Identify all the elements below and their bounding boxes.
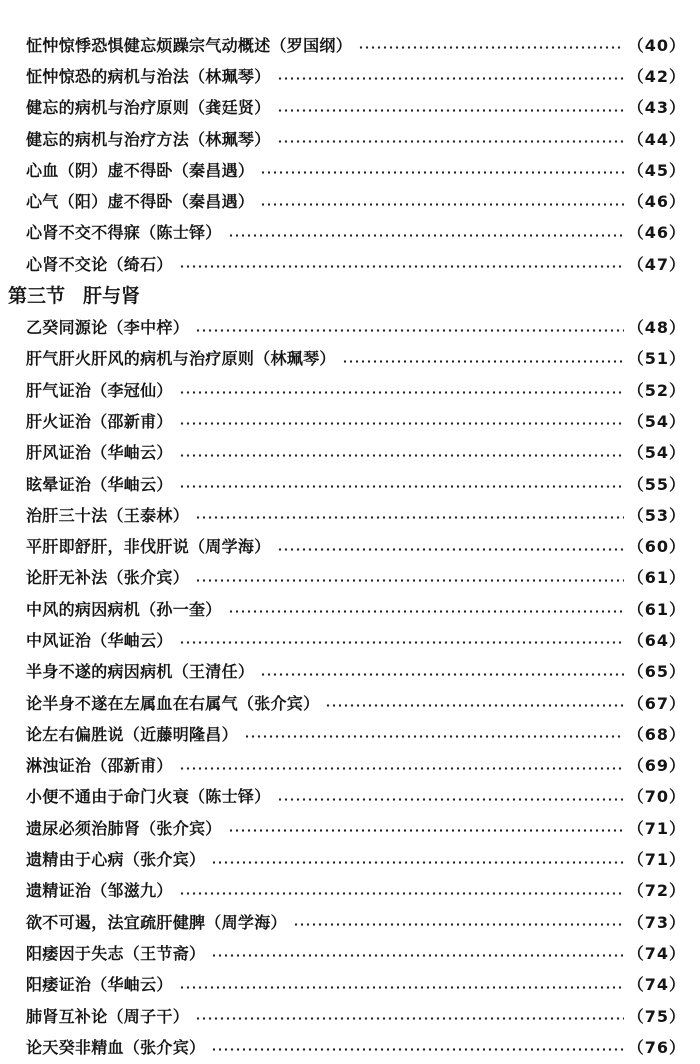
toc-entry-title: 肝气证治（李冠仙） bbox=[26, 380, 173, 400]
dot-leader bbox=[195, 516, 624, 519]
toc-entry-title: 中风证治（华岫云） bbox=[26, 630, 173, 650]
dot-leader bbox=[277, 109, 624, 112]
dot-leader bbox=[195, 579, 624, 582]
toc-entry-page-number: （54） bbox=[627, 411, 686, 431]
toc-entry-title: 论左右偏胜说（近藤明隆昌） bbox=[26, 724, 238, 744]
toc-entry-title: 怔忡惊悸恐惧健忘烦躁宗气动概述（罗国纲） bbox=[26, 35, 353, 55]
toc-entry-page-number: （71） bbox=[627, 818, 686, 838]
toc-entry[interactable] bbox=[0, 688, 700, 719]
toc-entry[interactable] bbox=[0, 218, 700, 249]
toc-entry-page-number: （64） bbox=[627, 630, 686, 650]
toc-entry-page-number: （72） bbox=[627, 881, 686, 901]
dot-leader bbox=[211, 954, 623, 957]
dot-leader bbox=[228, 610, 624, 613]
toc-entry-title: 乙癸同源论（李中梓） bbox=[26, 318, 190, 338]
toc-entry-page-number: （70） bbox=[627, 787, 686, 807]
dot-leader bbox=[179, 767, 624, 770]
toc-entry[interactable] bbox=[0, 531, 700, 562]
section-heading bbox=[0, 280, 700, 312]
toc-entry-title: 肺肾互补论（周子干） bbox=[26, 1006, 190, 1026]
toc-group-2 bbox=[0, 312, 700, 1063]
toc-entry[interactable] bbox=[0, 500, 700, 531]
toc-entry-title: 论天癸非精血（张介宾） bbox=[26, 1037, 206, 1057]
toc-entry[interactable] bbox=[0, 30, 700, 61]
toc-entry-page-number: （52） bbox=[627, 380, 686, 400]
toc-entry-title: 欲不可遏，法宜疏肝健脾（周学海） bbox=[26, 912, 287, 932]
toc-entry-page-number: （67） bbox=[627, 693, 686, 713]
toc-entry-title: 心肾不交论（绮石） bbox=[26, 254, 173, 274]
toc-entry-page-number: （69） bbox=[627, 756, 686, 776]
toc-entry-page-number: （76） bbox=[627, 1037, 686, 1057]
toc-entry[interactable] bbox=[0, 406, 700, 437]
toc-entry-title: 怔忡惊恐的病机与治法（林珮琴） bbox=[26, 66, 271, 86]
toc-entry-page-number: （73） bbox=[627, 912, 686, 932]
toc-entry[interactable] bbox=[0, 375, 700, 406]
toc-entry-title: 心肾不交不得寐（陈士铎） bbox=[26, 223, 222, 243]
toc-entry-page-number: （46） bbox=[627, 192, 686, 212]
dot-leader bbox=[358, 46, 624, 49]
toc-entry-page-number: （60） bbox=[627, 537, 686, 557]
toc-entry[interactable] bbox=[0, 813, 700, 844]
section-title: 肝与肾 bbox=[83, 284, 141, 307]
toc-entry[interactable] bbox=[0, 970, 700, 1001]
toc-entry[interactable] bbox=[0, 249, 700, 280]
toc-entry[interactable] bbox=[0, 782, 700, 813]
toc-entry[interactable] bbox=[0, 93, 700, 124]
toc-entry-page-number: （45） bbox=[627, 160, 686, 180]
toc-entry[interactable] bbox=[0, 469, 700, 500]
toc-entry-page-number: （53） bbox=[627, 505, 686, 525]
toc-entry[interactable] bbox=[0, 563, 700, 594]
toc-entry-title: 淋浊证治（邵新甫） bbox=[26, 756, 173, 776]
toc-entry-title: 中风的病因病机（孙一奎） bbox=[26, 599, 222, 619]
toc-entry-title: 治肝三十法（王泰林） bbox=[26, 505, 190, 525]
toc-entry-page-number: （68） bbox=[627, 724, 686, 744]
toc-entry-page-number: （47） bbox=[627, 254, 686, 274]
dot-leader bbox=[260, 171, 624, 174]
toc-entry[interactable] bbox=[0, 844, 700, 875]
toc-entry[interactable] bbox=[0, 938, 700, 969]
toc-entry[interactable] bbox=[0, 438, 700, 469]
dot-leader bbox=[211, 861, 623, 864]
toc-entry-page-number: （65） bbox=[627, 662, 686, 682]
section-number: 第三节 bbox=[8, 284, 66, 307]
toc-entry-title: 遗精由于心病（张介宾） bbox=[26, 850, 206, 870]
toc-entry-title: 眩晕证治（华岫云） bbox=[26, 474, 173, 494]
toc-entry-title: 小便不通由于命门火衰（陈士铎） bbox=[26, 787, 271, 807]
dot-leader bbox=[179, 422, 624, 425]
toc-entry-page-number: （42） bbox=[627, 66, 686, 86]
toc-entry-title: 肝气肝火肝风的病机与治疗原则（林珮琴） bbox=[26, 349, 336, 369]
toc-entry-page-number: （48） bbox=[627, 318, 686, 338]
toc-group-1 bbox=[0, 30, 700, 280]
dot-leader bbox=[277, 140, 624, 143]
dot-leader bbox=[260, 203, 624, 206]
toc-entry-page-number: （61） bbox=[627, 599, 686, 619]
toc-entry-page-number: （71） bbox=[627, 850, 686, 870]
toc-entry-title: 论半身不遂在左属血在右属气（张介宾） bbox=[26, 693, 320, 713]
toc-entry-page-number: （74） bbox=[627, 975, 686, 995]
dot-leader bbox=[228, 234, 624, 237]
toc-entry-page-number: （40） bbox=[627, 35, 686, 55]
dot-leader bbox=[179, 265, 624, 268]
dot-leader bbox=[277, 77, 624, 80]
toc-entry[interactable] bbox=[0, 61, 700, 92]
toc-entry-page-number: （74） bbox=[627, 943, 686, 963]
toc-entry-title: 健忘的病机与治疗原则（龚廷贤） bbox=[26, 98, 271, 118]
dot-leader bbox=[211, 1048, 623, 1051]
dot-leader bbox=[277, 548, 624, 551]
toc-entry[interactable] bbox=[0, 876, 700, 907]
dot-leader bbox=[277, 798, 624, 801]
toc-entry[interactable] bbox=[0, 155, 700, 186]
dot-leader bbox=[179, 391, 624, 394]
dot-leader bbox=[179, 641, 624, 644]
dot-leader bbox=[195, 1017, 624, 1020]
toc-entry-title: 半身不遂的病因病机（王清任） bbox=[26, 662, 255, 682]
dot-leader bbox=[179, 454, 624, 457]
dot-leader bbox=[228, 829, 624, 832]
toc-entry-page-number: （54） bbox=[627, 443, 686, 463]
toc-entry[interactable] bbox=[0, 625, 700, 656]
toc-entry-page-number: （44） bbox=[627, 129, 686, 149]
dot-leader bbox=[260, 673, 624, 676]
toc-entry[interactable] bbox=[0, 1001, 700, 1032]
toc-entry[interactable] bbox=[0, 657, 700, 688]
toc-entry-title: 遗精证治（邹滋九） bbox=[26, 881, 173, 901]
dot-leader bbox=[179, 485, 624, 488]
dot-leader bbox=[342, 360, 624, 363]
dot-leader bbox=[195, 329, 624, 332]
dot-leader bbox=[179, 892, 624, 895]
toc-entry-title: 心气（阳）虚不得卧（秦昌遇） bbox=[26, 192, 255, 212]
toc-list bbox=[0, 30, 700, 1064]
dot-leader bbox=[179, 986, 624, 989]
toc-entry[interactable] bbox=[0, 186, 700, 217]
toc-entry[interactable] bbox=[0, 312, 700, 343]
toc-entry-title: 肝火证治（邵新甫） bbox=[26, 411, 173, 431]
toc-entry-page-number: （55） bbox=[627, 474, 686, 494]
toc-entry-title: 阳痿证治（华岫云） bbox=[26, 975, 173, 995]
toc-entry[interactable] bbox=[0, 1032, 700, 1063]
toc-entry-title: 健忘的病机与治疗方法（林珮琴） bbox=[26, 129, 271, 149]
dot-leader bbox=[293, 923, 624, 926]
toc-entry[interactable] bbox=[0, 719, 700, 750]
dot-leader bbox=[244, 735, 624, 738]
toc-entry-title: 遗尿必须治肺肾（张介宾） bbox=[26, 818, 222, 838]
toc-entry-page-number: （51） bbox=[627, 349, 686, 369]
toc-entry-title: 平肝即舒肝，非伐肝说（周学海） bbox=[26, 537, 271, 557]
toc-entry-page-number: （46） bbox=[627, 223, 686, 243]
toc-entry-page-number: （61） bbox=[627, 568, 686, 588]
dot-leader bbox=[325, 704, 623, 707]
toc-entry[interactable] bbox=[0, 594, 700, 625]
toc-entry[interactable] bbox=[0, 124, 700, 155]
toc-entry-title: 阳痿因于失志（王节斋） bbox=[26, 943, 206, 963]
toc-entry-page-number: （43） bbox=[627, 98, 686, 118]
toc-entry[interactable] bbox=[0, 344, 700, 375]
toc-entry-page-number: （75） bbox=[627, 1006, 686, 1026]
toc-entry-title: 肝风证治（华岫云） bbox=[26, 443, 173, 463]
toc-entry-title: 论肝无补法（张介宾） bbox=[26, 568, 190, 588]
toc-entry[interactable] bbox=[0, 907, 700, 938]
toc-entry[interactable] bbox=[0, 751, 700, 782]
toc-entry-title: 心血（阴）虚不得卧（秦昌遇） bbox=[26, 160, 255, 180]
